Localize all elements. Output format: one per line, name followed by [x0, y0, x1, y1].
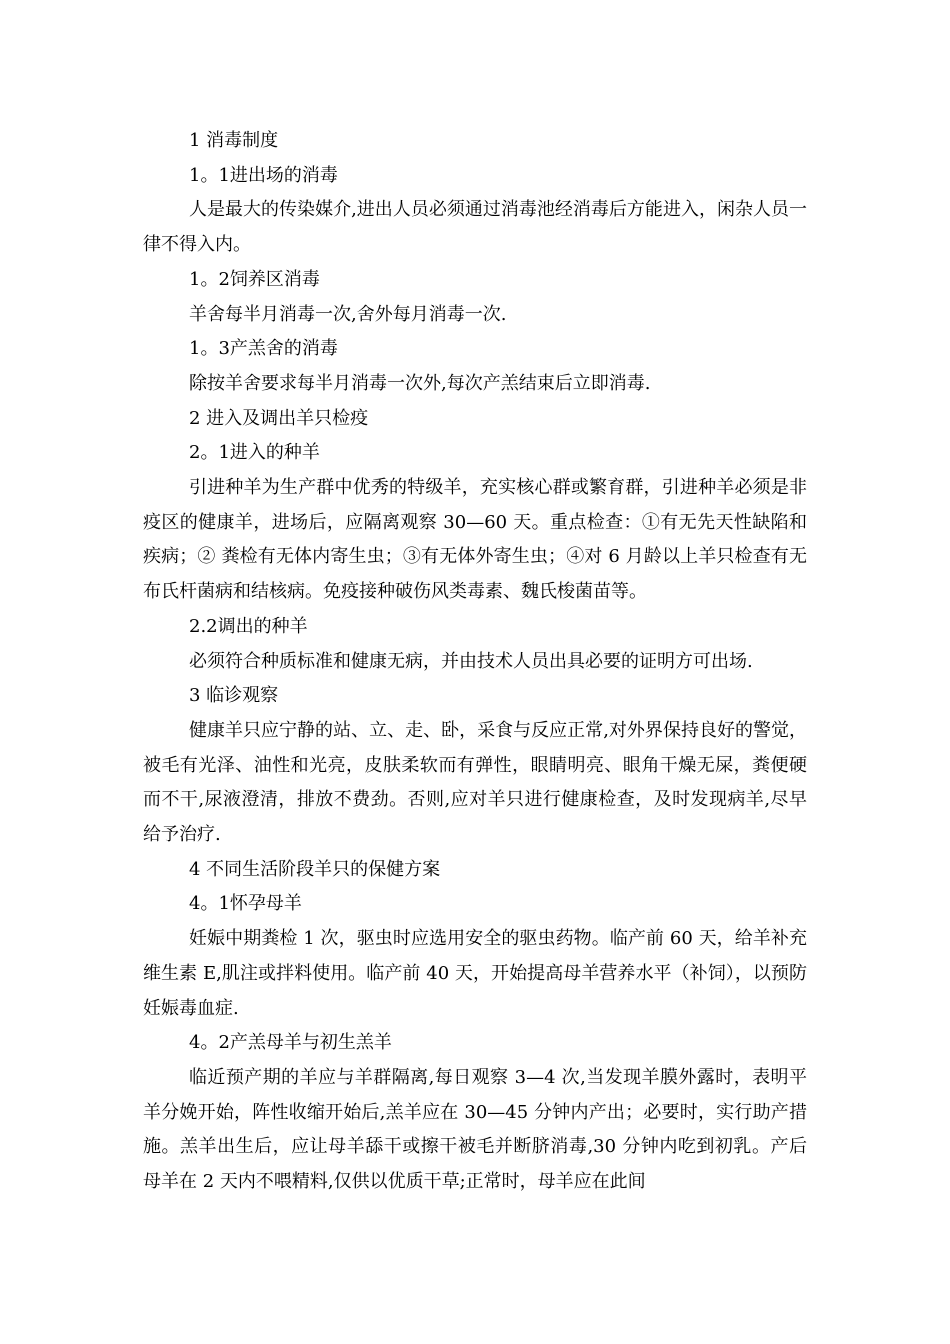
paragraph-4-1: 妊娠中期粪检 1 次，驱虫时应选用安全的驱虫药物。临产前 60 天，给羊补充维生素 E,肌注或拌料使用。临产前 40 天，开始提高母羊营养水平（补饲），以预防妊娠毒血症.	[143, 928, 807, 1019]
subsection-heading-1-3: 1。3产羔舍的消毒	[189, 338, 338, 360]
paragraph-1-1: 人是最大的传染媒介,进出人员必须通过消毒池经消毒后方能进入，闲杂人员一律不得入内。	[143, 199, 807, 256]
paragraph-3: 健康羊只应宁静的站、立、走、卧，采食与反应正常,对外界保持良好的警觉，被毛有光泽、油性和光亮，皮肤柔软而有弹性，眼睛明亮、眼角干燥无屎，粪便硬而不干,尿液澄清，排放不费劲。否则,应对羊只进行健康检查，及时发现病羊,尽早给予治疗.	[143, 719, 807, 846]
subsection-heading-1-1: 1。1进出场的消毒	[189, 164, 338, 186]
paragraph-1-2: 羊舍每半月消毒一次,舍外每月消毒一次.	[189, 303, 507, 325]
subsection-heading-2-2: 2.2调出的种羊	[189, 615, 308, 637]
section-heading-4: 4 不同生活阶段羊只的保健方案	[189, 858, 441, 880]
subsection-heading-1-2: 1。2饲养区消毒	[189, 268, 320, 290]
paragraph-2-1: 引进种羊为生产群中优秀的特级羊，充实核心群或繁育群，引进种羊必须是非疫区的健康羊，进场后，应隔离观察 30—60 天。重点检查：①有无先天性缺陷和疾病；② 粪检有无体内寄生虫；③有无体外寄生虫；④对 6 月龄以上羊只检查有无布氏杆菌病和结核病。免疫接种破伤风类毒素、魏氏梭菌苗等。	[143, 477, 807, 603]
paragraph-1-3: 除按羊舍要求每半月消毒一次外,每次产羔结束后立即消毒.	[189, 372, 651, 394]
section-heading-1: 1 消毒制度	[189, 130, 279, 151]
paragraph-2-2: 必须符合种质标准和健康无病，并由技术人员出具必要的证明方可出场.	[189, 650, 753, 672]
section-heading-2: 2 进入及调出羊只检疫	[189, 407, 369, 429]
subsection-heading-2-1: 2。1进入的种羊	[189, 442, 320, 464]
paragraph-4-2: 临近预产期的羊应与羊群隔离,每日观察 3—4 次,当发现羊膜外露时，表明平羊分娩开始，阵性收缩开始后,羔羊应在 30—45 分钟内产出；必要时，实行助产措施。羔羊出生后，应让母羊舔干或擦干被毛并断脐消毒,30 分钟内吃到初乳。产后母羊在 2 天内不喂精料,仅供以优质干草;正常时，母羊应在此间	[143, 1066, 807, 1193]
subsection-heading-4-1: 4。1怀孕母羊	[189, 893, 302, 915]
subsection-heading-4-2: 4。2产羔母羊与初生羔羊	[189, 1032, 392, 1054]
section-heading-3: 3 临诊观察	[189, 685, 279, 707]
document-body	[143, 124, 807, 1200]
